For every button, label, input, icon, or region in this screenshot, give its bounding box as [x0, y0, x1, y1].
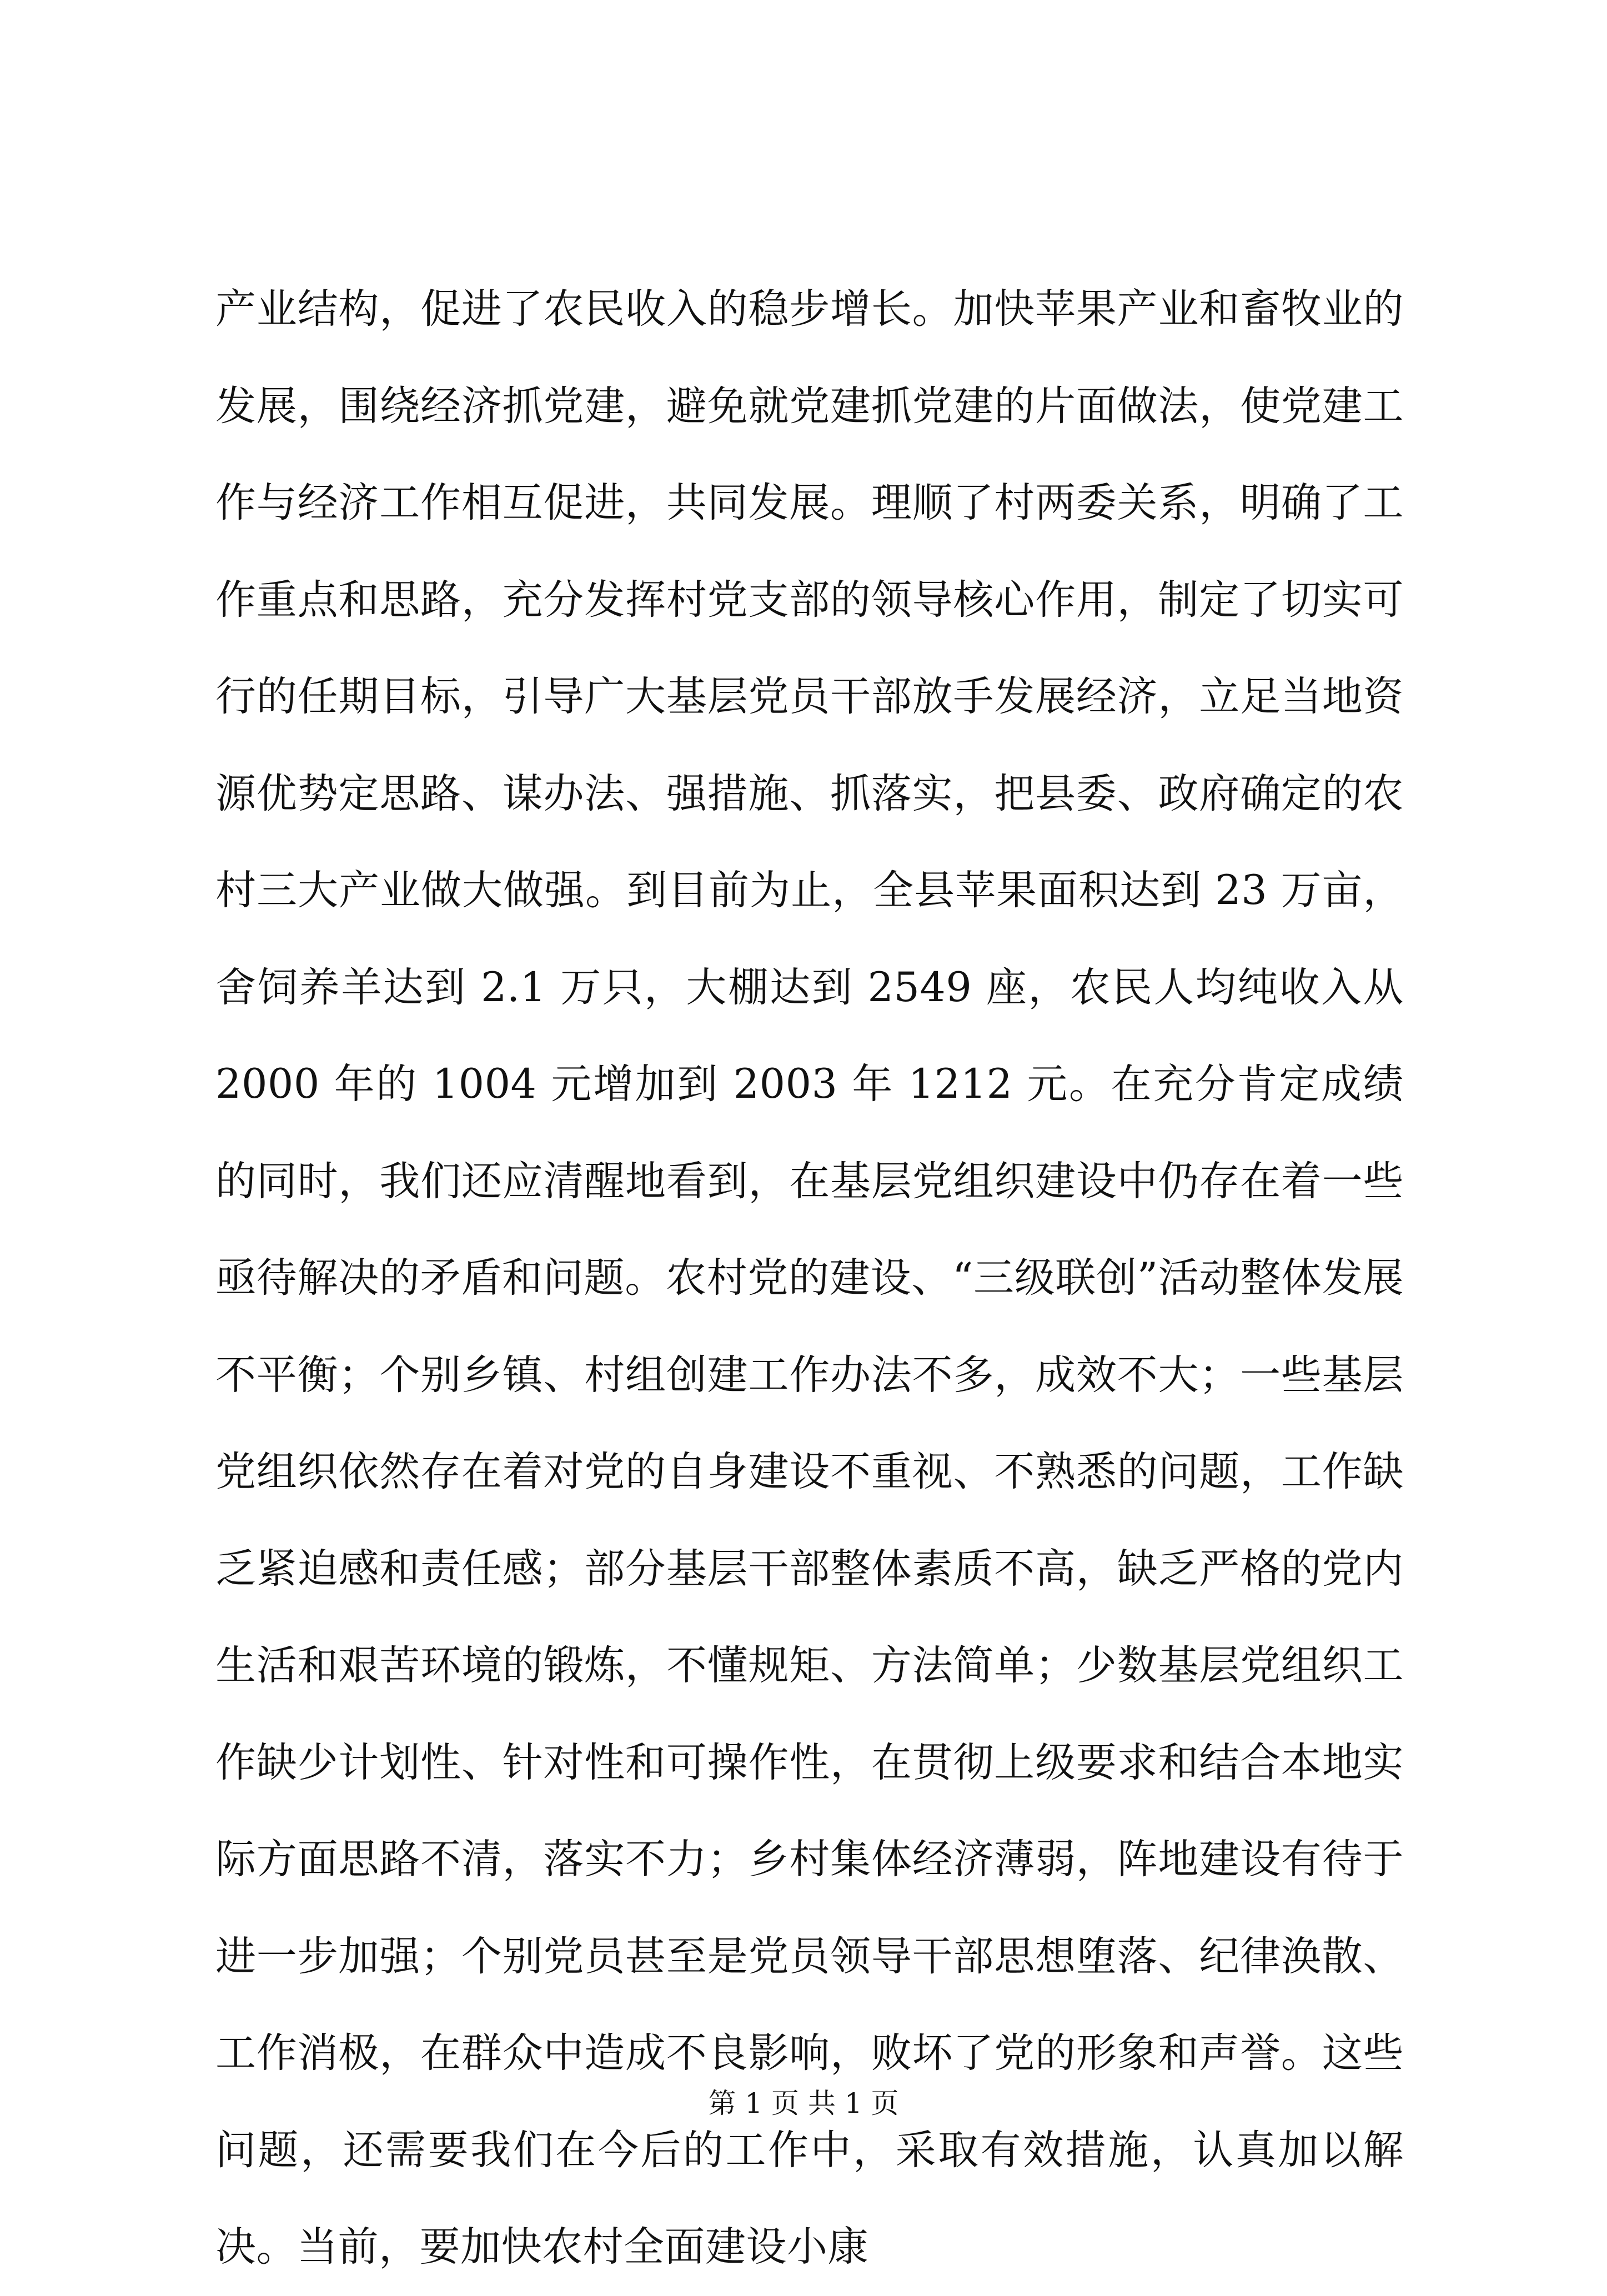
body-paragraph: 产业结构，促进了农民收入的稳步增长。加快苹果产业和畜牧业的发展，围绕经济抓党建，避免就党建抓党建的片面做法，使党建工作与经济工作相互促进，共同发展。理顺了村两委关系，明确了工作重点和思路，充分发挥村党支部的领导核心作用，制定了切实可行的任期目标，引导广大基层党员干部放手发展经济，立足当地资源优势定思路、谋办法、强措施、抓落实，把县委、政府确定的农村三大产业做大做强。到目前为止，全县苹果面积达到 23 万亩，舍饲养羊达到 2.1 万只，大棚达到 2549 座，农民人均纯收入从 2000 年的 1004 元增加到 2003 年 1212 元。在充分肯定成绩的同时，我们还应清醒地看到，在基层党组织建设中仍存在着一些亟待解决的矛盾和问题。农村党的建设、“三级联创”活动整体发展不平衡；个别乡镇、村组创建工作办法不多，成效不大；一些基层党组织依然存在着对党的自身建设不重视、不熟悉的问题，工作缺乏紧迫感和责任感；部分基层干部整体素质不高，缺乏严格的党内生活和艰苦环境的锻炼，不懂规矩、方法简单；少数基层党组织工作缺少计划性、针对性和可操作性，在贯彻上级要求和结合本地实际方面思路不清，落实不力；乡村集体经济薄弱，阵地建设有待于进一步加强；个别党员甚至是党员领导干部思想堕落、纪律涣散、工作消极，在群众中造成不良影响，败坏了党的形象和声誉。这些问题，还需要我们在今后的工作中，采取有效措施，认真加以解决。当前，要加快农村全面建设小康 [215, 285, 1404, 2270]
page-number-footer: 第 1 页 共 1 页 [708, 2087, 899, 2119]
